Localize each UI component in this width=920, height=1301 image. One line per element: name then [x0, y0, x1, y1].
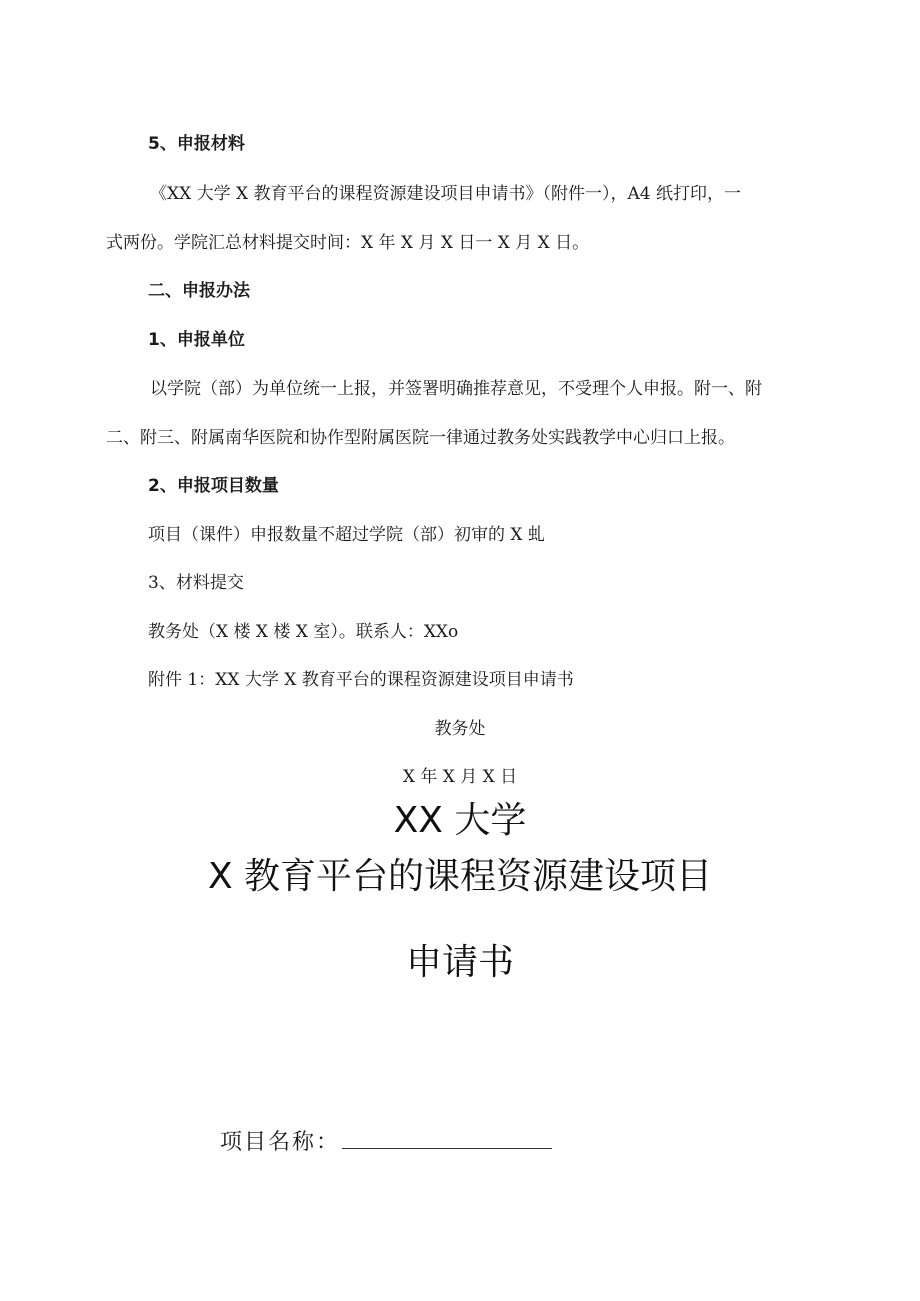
- signature-date: X 年 X 月 X 日: [402, 767, 518, 787]
- cover-title-line-2: X 教育平台的课程资源建设项目: [207, 856, 713, 897]
- cover-title-line-1: XX 大学: [393, 800, 527, 841]
- cover-title-line-3: 申请书: [405, 942, 514, 983]
- part-2-heading: 二、申报办法: [148, 281, 250, 301]
- project-name-blank-line: [342, 1126, 552, 1149]
- project-name-label: 项目名称：: [220, 1130, 341, 1155]
- sub-2-paragraph: 项目（课件）申报数量不超过学院（部）初审的 X 虬: [148, 525, 545, 545]
- project-name-field: [220, 1126, 552, 1157]
- sub-1-paragraph-line-1: 以学院（部）为单位统一上报，并签署明确推荐意见，不受理个人申报。附一、附: [150, 379, 762, 399]
- sub-3-contact: 教务处（X 楼 X 楼 X 室）。联系人：XXo: [148, 622, 459, 642]
- sub-1-paragraph-line-2: 二、附三、附属南华医院和协作型附属医院一律通过教务处实践教学中心归口上报。: [106, 428, 735, 448]
- sub-2-heading: 2、申报项目数量: [148, 476, 279, 496]
- sub-1-heading: 1、申报单位: [148, 330, 245, 350]
- section-5-paragraph-line-2: 式两份。学院汇总材料提交时间：X 年 X 月 X 日一 X 月 X 日。: [106, 233, 590, 253]
- section-5-heading: 5、申报材料: [148, 134, 245, 154]
- sub-3-heading: 3、材料提交: [148, 573, 244, 593]
- signature-office: 教务处: [434, 719, 486, 739]
- attachment-line: 附件 1：XX 大学 X 教育平台的课程资源建设项目申请书: [148, 670, 574, 690]
- section-5-paragraph-line-1: 《XX 大学 X 教育平台的课程资源建设项目申请书》（附件一），A4 纸打印，一: [150, 184, 742, 204]
